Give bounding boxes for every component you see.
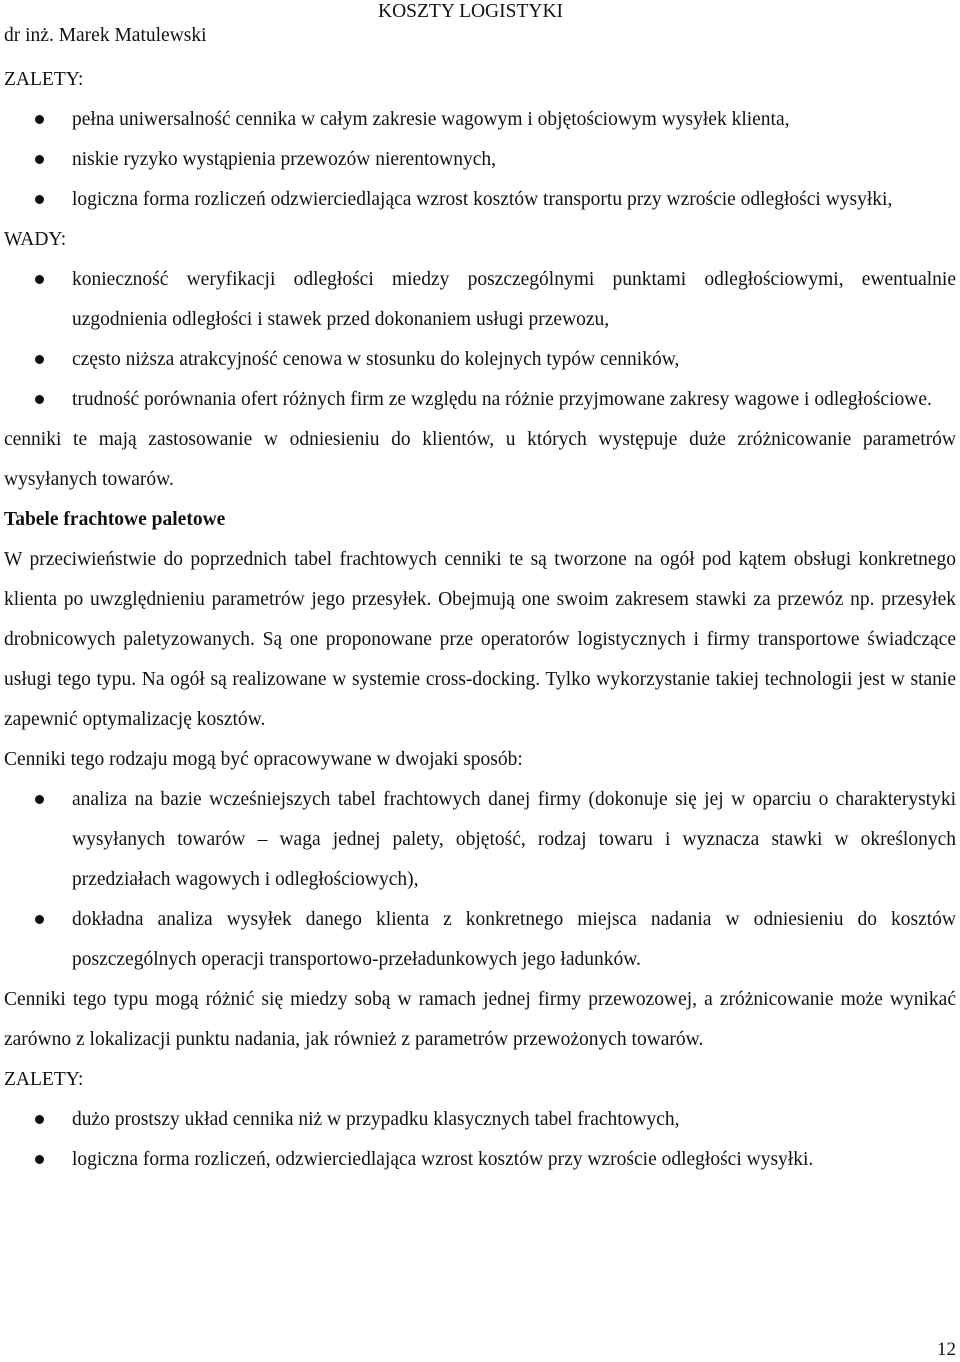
list-item-text: dużo prostszy układ cennika niż w przypadku klasycznych tabel frachtowych, xyxy=(72,1109,680,1130)
section-heading-disadvantages: WADY: xyxy=(4,229,67,250)
list-item xyxy=(4,1140,956,1180)
list-item xyxy=(4,340,956,380)
bullet-icon xyxy=(35,395,44,404)
bullet-icon xyxy=(35,355,44,364)
list-item-text: często niższa atrakcyjność cenowa w stosunku do kolejnych typów cenników, xyxy=(72,349,680,370)
paragraph-methods-intro: Cenniki tego rodzaju mogą być opracowywane w dwojaki sposób: xyxy=(4,749,523,770)
advantages-list xyxy=(4,100,956,220)
list-item xyxy=(4,180,956,220)
paragraph-variation: Cenniki tego typu mogą różnić się miedzy sobą w ramach jednej firmy przewozowej, a zróżnicowanie może wynikać zarówno z lokalizacji punktu nadania, jak również z parametrów przewożonych towarów. xyxy=(4,989,956,1050)
paragraph-pallet-description: W przeciwieństwie do poprzednich tabel frachtowych cenniki te są tworzone na ogół pod kątem obsługi konkretnego klienta po uwzględnieniu parametrów jego przesyłek. Obejmują one swoim zakresem stawki za przewóz np. przesyłek drobnicowych paletyzowanych. Są one proponowane prze operatorów logistycznych i firmy transportowe świadczące usługi tego typu. Na ogół są realizowane w systemie cross-docking. Tylko wykorzystanie takiej technologii jest w stanie zapewnić optymalizację kosztów. xyxy=(4,549,956,730)
list-item-text: analiza na bazie wcześniejszych tabel frachtowych danej firmy (dokonuje się jej w oparciu o charakterystyki wysyłanych towarów – waga jednej palety, objętość, rodzaj towaru i wyznacza stawki w określonych przedziałach wagowych i odległościowych), xyxy=(72,789,956,890)
page-number: 12 xyxy=(937,1339,956,1360)
page-header-title: KOSZTY LOGISTYKI xyxy=(378,1,564,22)
bullet-icon xyxy=(35,195,44,204)
list-item-text: pełna uniwersalność cennika w całym zakresie wagowym i objętościowym wysyłek klienta, xyxy=(72,109,790,130)
disadvantages-list xyxy=(4,260,956,420)
list-item-text: logiczna forma rozliczeń, odzwierciedlająca wzrost kosztów przy wzroście odległości wysyłki. xyxy=(72,1149,814,1170)
bullet-icon xyxy=(35,115,44,124)
bullet-icon xyxy=(35,915,44,924)
methods-list xyxy=(4,780,956,980)
list-item xyxy=(4,380,956,420)
paragraph-usage: cenniki te mają zastosowanie w odniesieniu do klientów, u których występuje duże zróżnicowanie parametrów wysyłanych towarów. xyxy=(4,429,956,490)
advantages-list-2 xyxy=(4,1100,956,1180)
list-item-text: dokładna analiza wysyłek danego klienta z konkretnego miejsca nadania w odniesieniu do kosztów poszczególnych operacji transportowo-przeładunkowych jego ładunków. xyxy=(72,909,956,970)
list-item xyxy=(4,780,956,900)
section-heading-advantages: ZALETY: xyxy=(4,69,84,90)
list-item-text: trudność porównania ofert różnych firm ze względu na różnie przyjmowane zakresy wagowe i odległościowe. xyxy=(72,389,932,410)
page-header-author: dr inż. Marek Matulewski xyxy=(4,25,207,46)
bullet-icon xyxy=(35,275,44,284)
document-body xyxy=(4,60,956,1180)
list-item xyxy=(4,260,956,340)
list-item-text: logiczna forma rozliczeń odzwierciedlająca wzrost kosztów transportu przy wzroście odległości wysyłki, xyxy=(72,189,893,210)
bullet-icon xyxy=(35,1115,44,1124)
bullet-icon xyxy=(35,1155,44,1164)
section-title-pallet-tables: Tabele frachtowe paletowe xyxy=(4,509,226,530)
list-item xyxy=(4,900,956,980)
list-item xyxy=(4,100,956,140)
list-item-text: konieczność weryfikacji odległości miedzy poszczególnymi punktami odległościowymi, ewentualnie uzgodnienia odległości i stawek przed dokonaniem usługi przewozu, xyxy=(72,269,956,330)
bullet-icon xyxy=(35,795,44,804)
list-item xyxy=(4,140,956,180)
bullet-icon xyxy=(35,155,44,164)
section-heading-advantages-2: ZALETY: xyxy=(4,1069,84,1090)
list-item xyxy=(4,1100,956,1140)
list-item-text: niskie ryzyko wystąpienia przewozów nierentownych, xyxy=(72,149,496,170)
